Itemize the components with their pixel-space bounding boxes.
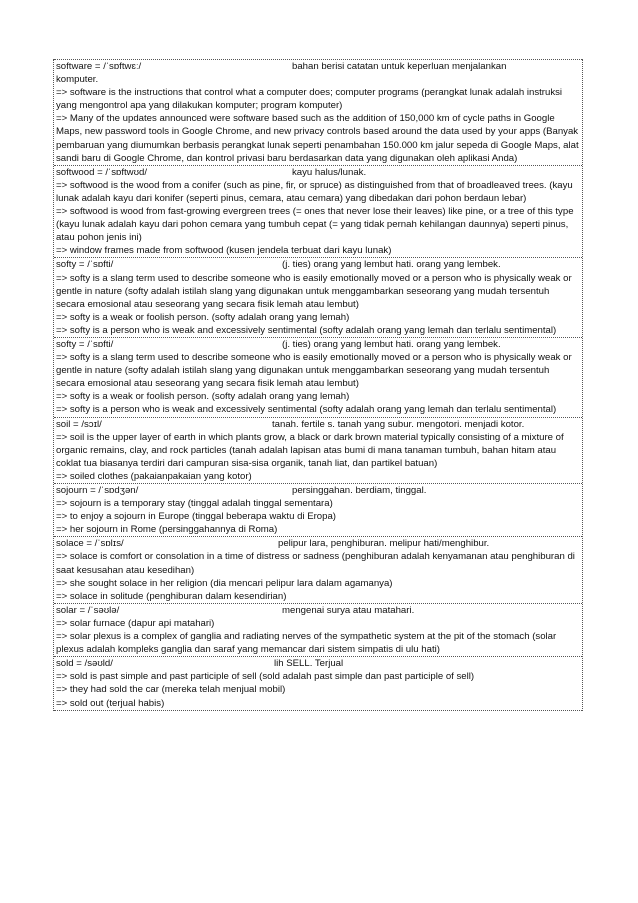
example-line: => they had sold the car (mereka telah menjual mobil) <box>56 684 286 696</box>
example-line: => softwood is wood from fast-growing evergreen trees (= ones that never lose their leaves) like pine, or a tree of this type (kayu lunak adalah kayu dari pohon cemara yang tumbuh cepat (= yang tidak pernah kehilangan daunnya) seperti pinus, atau pohon jenis ini) <box>56 206 574 244</box>
example-line: => softy is a weak or foolish person. (softy adalah orang yang lemah) <box>56 311 350 323</box>
entry-header <box>56 166 580 179</box>
entry-term: sold = /səʊld/ <box>56 658 113 670</box>
dictionary-entry <box>54 656 582 710</box>
dictionary-entry <box>54 536 582 602</box>
dictionary-entry <box>54 603 582 656</box>
dictionary-entry <box>54 165 582 258</box>
entry-term: soil = /sɔɪl/ <box>56 418 102 430</box>
entry-term: solar = /ˈsəʊlə/ <box>56 604 120 616</box>
entry-meaning: mengenai surya atau matahari. <box>282 604 415 616</box>
entry-header <box>56 60 580 73</box>
example-line: => solar furnace (dapur api matahari) <box>56 617 215 629</box>
example-line: => Many of the updates announced were software based such as the addition of 150,000 km of cycle paths in Google Maps, new password tools in Google Chrome, and new privacy controls based around the data used by your apps (Banyak pembaruan yang diumumkan berbasis perangkat lunak seperti penambahan 150.000 km jalur sepeda di Google Maps, alat sandi baru di Google Chrome, dan kontrol privasi baru berdasarkan data yang digunakan oleh aplikasi Anda) <box>56 113 579 164</box>
example-line: => sold is past simple and past participle of sell (sold adalah past simple dan past participle of sell) <box>56 671 475 683</box>
example-line: => softy is a person who is weak and excessively sentimental (softy adalah orang yang lemah dan terlalu sentimental) <box>56 404 557 416</box>
entry-term: softy = /ˈsɒfti/ <box>56 338 114 350</box>
entry-meaning: lih SELL. Terjual <box>274 658 344 670</box>
entry-meaning: kayu halus/lunak. <box>292 166 367 178</box>
entry-term: solace = /ˈsɒlɪs/ <box>56 538 124 550</box>
entry-term: software = /ˈsɒftwɛː/ <box>56 61 142 72</box>
example-line: => her sojourn in Rome (persinggahannya di Roma) <box>56 524 278 536</box>
entry-term: softy = /ˈsɒfti/ <box>56 259 114 271</box>
example-line: => softy is a person who is weak and excessively sentimental (softy adalah orang yang lemah dan terlalu sentimental) <box>56 324 557 336</box>
entry-meaning: (j. ties) orang yang lembut hati. orang yang lembek. <box>282 259 501 271</box>
entry-term: sojourn = /ˈsɒdʒən/ <box>56 485 139 496</box>
dictionary-entry <box>54 257 582 337</box>
dictionary-entry <box>54 59 582 165</box>
entry-meaning: (j. ties) orang yang lembut hati. orang yang lembek. <box>282 338 501 350</box>
example-line: => software is the instructions that control what a computer does; computer programs (perangkat lunak adalah instruksi yang mengontrol apa yang dilakukan komputer; program komputer) <box>56 87 563 112</box>
example-line: => softwood is the wood from a conifer (such as pine, fir, or spruce) as distinguished from that of broadleaved trees. (kayu lunak adalah kayu dari konifer (seperti pinus, cemara, atau cemara) yang dibedakan dari pohon berdaun lebar) <box>56 179 573 204</box>
dictionary-document <box>53 59 583 711</box>
entry-meaning: tanah. fertile s. tanah yang subur. mengotori. menjadi kotor. <box>272 418 525 430</box>
entry-header <box>56 258 580 271</box>
entry-header <box>56 418 580 431</box>
entry-header <box>56 338 580 351</box>
example-line: => softy is a weak or foolish person. (softy adalah orang yang lemah) <box>56 391 350 403</box>
example-line: => sojourn is a temporary stay (tinggal adalah tinggal sementara) <box>56 498 333 510</box>
example-line: => soil is the upper layer of earth in which plants grow, a black or dark brown material typically consisting of a mixture of organic remains, clay, and rock particles (tanah adalah lapisan atas bumi di mana tanaman tumbuh, bahan hitam atau coklat tua biasanya terdiri dari campuran sisa-sisa organik, tanah liat, dan partikel batuan) <box>56 431 564 469</box>
entry-meaning-continued: komputer. <box>56 74 99 86</box>
example-line: => she sought solace in her religion (dia mencari pelipur lara dalam agamanya) <box>56 577 393 589</box>
entry-term: softwood = /ˈsɒftwʊd/ <box>56 166 148 178</box>
entry-header <box>56 657 580 670</box>
example-line: => solar plexus is a complex of ganglia and radiating nerves of the sympathetic system at the pit of the stomach (solar plexus adalah kompleks ganglia dan saraf yang memancar dari sistem simpatis di ulu hati) <box>56 631 557 656</box>
entry-header <box>56 537 580 550</box>
example-line: => to enjoy a sojourn in Europe (tinggal beberapa waktu di Eropa) <box>56 511 336 523</box>
example-line: => solace in solitude (penghiburan dalam kesendirian) <box>56 590 287 602</box>
entry-meaning: persinggahan. berdiam, tinggal. <box>292 485 427 496</box>
example-line: => window frames made from softwood (kusen jendela terbuat dari kayu lunak) <box>56 245 392 257</box>
dictionary-entry <box>54 483 582 536</box>
example-line: => softy is a slang term used to describe someone who is easily emotionally moved or a person who is physically weak or gentle in nature (softy adalah istilah slang yang digunakan untuk menggambarkan seseorang yang mudah tersentuh secara emosional atau seseorang yang secara fisik lemah atau lembut) <box>56 352 572 390</box>
entry-meaning: pelipur lara, penghiburan. melipur hati/menghibur. <box>278 538 490 550</box>
entry-meaning: bahan berisi catatan untuk keperluan menjalankan <box>292 61 507 72</box>
example-line: => solace is comfort or consolation in a time of distress or sadness (penghiburan adalah kenyamanan atau penghiburan di saat kesusahan atau kesedihan) <box>56 551 575 576</box>
dictionary-entry <box>54 417 582 483</box>
entry-header <box>56 604 580 617</box>
example-line: => sold out (terjual habis) <box>56 697 165 709</box>
example-line: => soiled clothes (pakaianpakaian yang kotor) <box>56 470 252 482</box>
example-line: => softy is a slang term used to describe someone who is easily emotionally moved or a person who is physically weak or gentle in nature (softy adalah istilah slang yang digunakan untuk menggambarkan seseorang yang mudah tersentuh secara emosional atau seseorang yang secara fisik lemah atau lembut) <box>56 272 572 310</box>
entry-header <box>56 484 580 497</box>
dictionary-entry <box>54 337 582 417</box>
